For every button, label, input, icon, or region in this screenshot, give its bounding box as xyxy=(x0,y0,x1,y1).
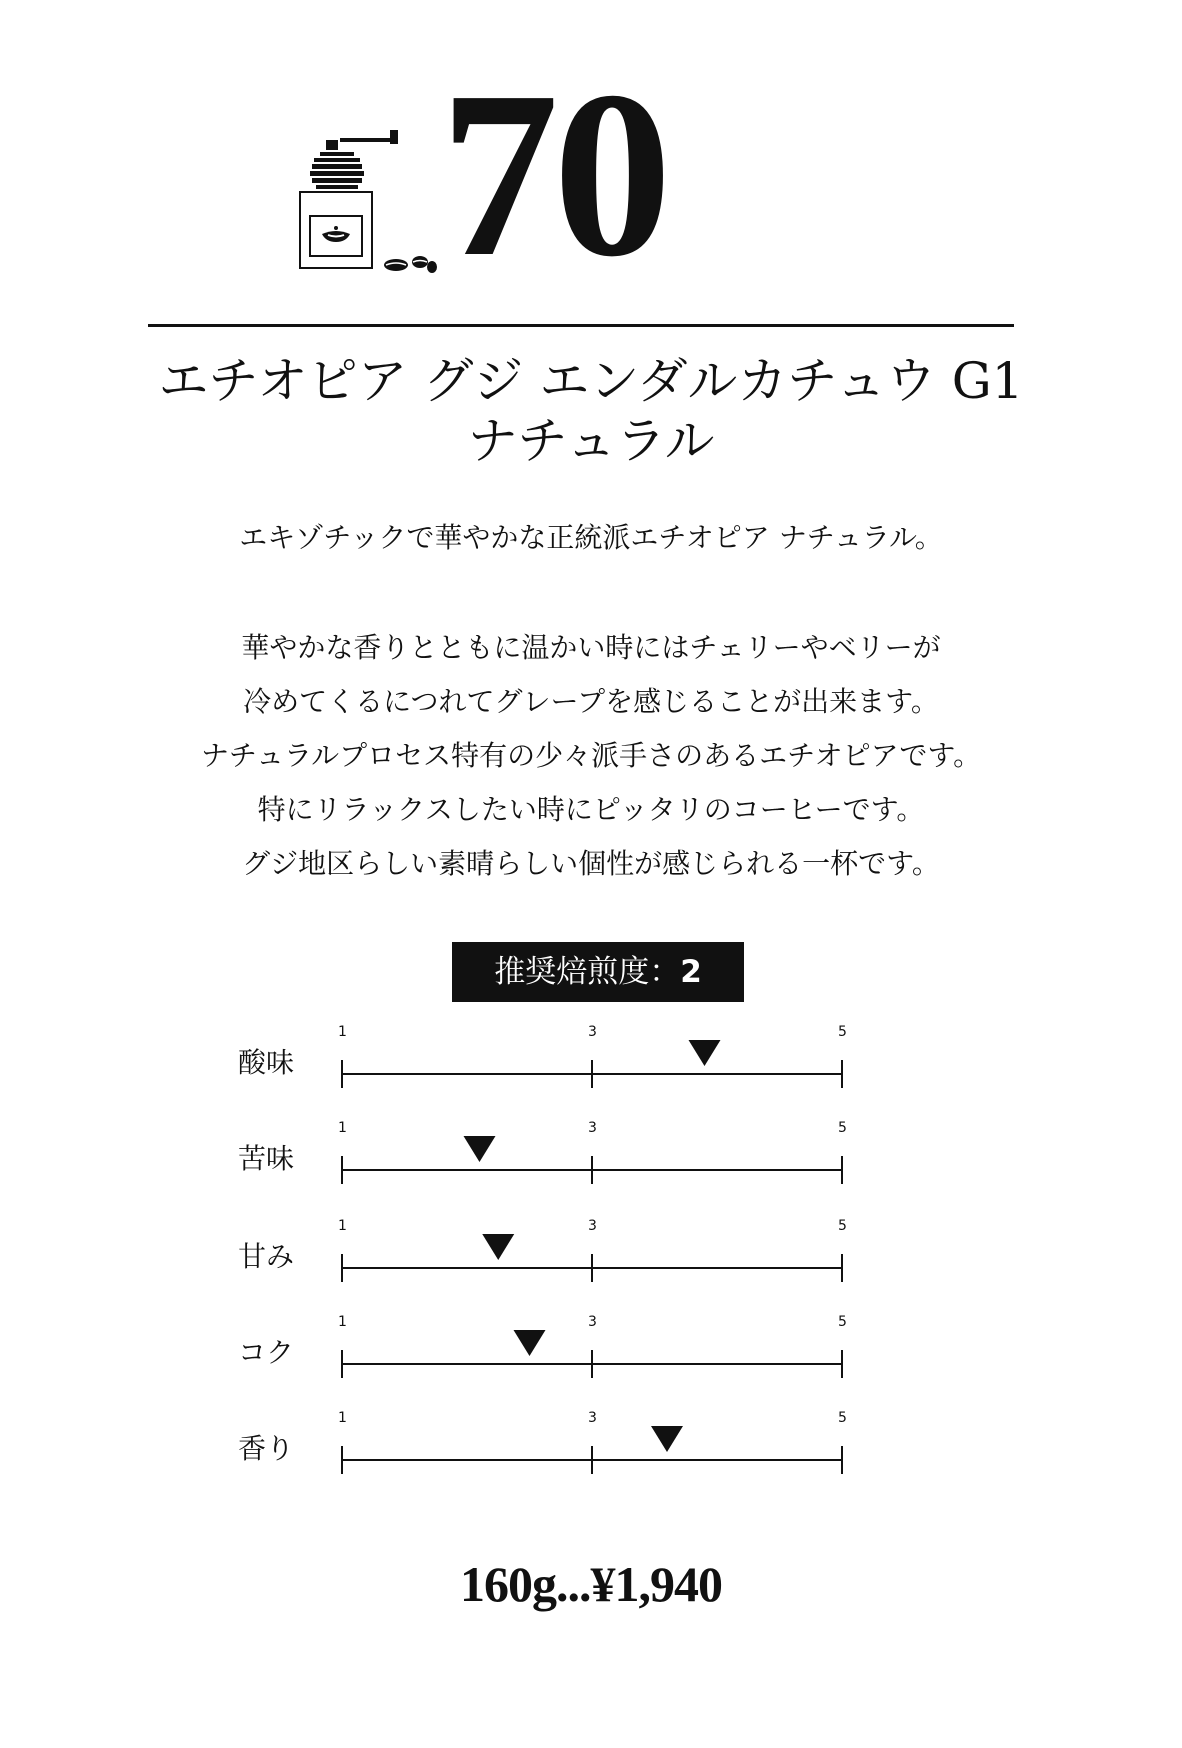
roast-label: 推奨焙煎度： xyxy=(494,954,681,990)
scale-label: 香り xyxy=(238,1432,295,1465)
product-title-line1: エチオピア グジ エンダルカチュウ G1 xyxy=(158,352,1024,410)
scale-tick-label: 1 xyxy=(338,1218,347,1234)
description-line: ナチュラルプロセス特有の少々派手さのあるエチオピアです。 xyxy=(200,739,982,772)
scale-tick-label: 5 xyxy=(838,1410,847,1426)
scale-label: コク xyxy=(238,1336,295,1369)
scale-tick-label: 1 xyxy=(338,1314,347,1330)
scale-value-marker xyxy=(514,1330,546,1356)
scale-label: 甘み xyxy=(238,1240,295,1273)
product-number: 70 xyxy=(440,43,666,306)
scale-tick-label: 1 xyxy=(338,1410,347,1426)
description-lead: エキゾチックで華やかな正統派エチオピア ナチュラル。 xyxy=(239,521,943,554)
price: 160g...¥1,940 xyxy=(460,1556,722,1612)
scale-label: 苦味 xyxy=(238,1142,295,1175)
scale-label: 酸味 xyxy=(238,1046,295,1079)
scale-tick-label: 1 xyxy=(338,1120,347,1136)
scale-tick-label: 3 xyxy=(588,1218,597,1234)
scale-tick-label: 3 xyxy=(588,1314,597,1330)
scale-value-marker xyxy=(651,1426,683,1452)
scale-tick-label: 1 xyxy=(338,1024,347,1040)
product-title-line2: ナチュラル xyxy=(467,412,715,470)
roast-level-badge xyxy=(452,942,744,1002)
scale-value-marker xyxy=(689,1040,721,1066)
scale-tick-label: 3 xyxy=(588,1120,597,1136)
scale-value-marker xyxy=(464,1136,496,1162)
description-line: 冷めてくるにつれてグレープを感じることが出来ます。 xyxy=(243,685,939,718)
scale-tick-label: 5 xyxy=(838,1120,847,1136)
scale-tick-label: 5 xyxy=(838,1218,847,1234)
scale-tick-label: 3 xyxy=(588,1410,597,1426)
roast-level-value: 2 xyxy=(680,954,702,990)
description-line: 特にリラックスしたい時にピッタリのコーヒーです。 xyxy=(257,793,925,826)
description-line: 華やかな香りとともに温かい時にはチェリーやベリーが xyxy=(241,631,941,664)
divider xyxy=(148,324,1014,327)
coffee-beans-icon xyxy=(382,250,438,274)
description-line: グジ地区らしい素晴らしい個性が感じられる一杯です。 xyxy=(242,847,940,880)
scale-value-marker xyxy=(482,1234,514,1260)
scale-tick-label: 5 xyxy=(838,1314,847,1330)
scale-tick-label: 5 xyxy=(838,1024,847,1040)
scale-tick-label: 3 xyxy=(588,1024,597,1040)
